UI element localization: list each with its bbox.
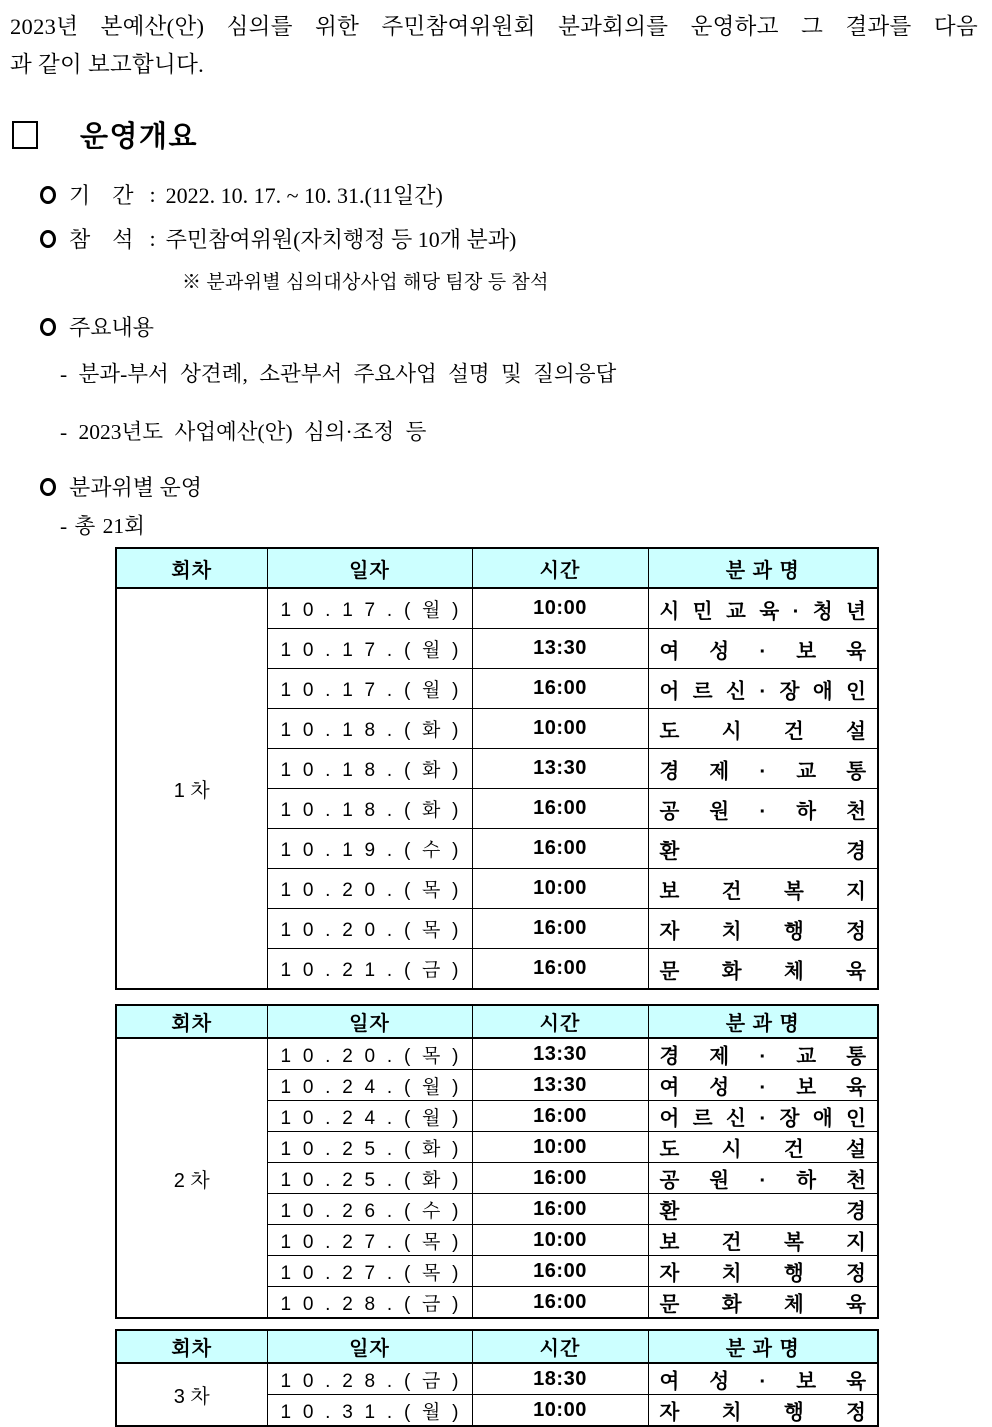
name-cell: 경 제 · 교 통: [648, 749, 878, 789]
date-cell: 1 0 . 2 5 . ( 화 ): [267, 1163, 472, 1194]
name-cell: 문 화 체 육: [648, 1287, 878, 1319]
name-cell: 환 경: [648, 829, 878, 869]
committee-operation-title: 분과위별 운영: [69, 475, 203, 500]
time-cell: 16:00: [472, 669, 648, 709]
name-cell: 어 르 신 · 장 애 인: [648, 1101, 878, 1132]
period-label: 기 간: [69, 183, 134, 208]
name-cell: 환 경: [648, 1194, 878, 1225]
name-cell: 여 성 · 보 육: [648, 1363, 878, 1395]
name-cell: 공 원 · 하 천: [648, 1163, 878, 1194]
date-cell: 1 0 . 2 6 . ( 수 ): [267, 1194, 472, 1225]
date-cell: 1 0 . 1 8 . ( 화 ): [267, 749, 472, 789]
col-header-round: 회차: [116, 1005, 267, 1038]
date-cell: 1 0 . 2 8 . ( 금 ): [267, 1287, 472, 1319]
schedule-table-round-3: [115, 1329, 879, 1427]
name-cell: 시 민 교 육 · 청 년: [648, 588, 878, 629]
table-row: [116, 1363, 878, 1395]
time-cell: 10:00: [472, 1395, 648, 1427]
date-cell: 1 0 . 1 7 . ( 월 ): [267, 588, 472, 629]
intro-line-1: 2023년 본예산(안) 심의를 위한 주민참여위원회 분과회의를 운영하고 그 결과를 다음: [10, 14, 978, 39]
name-cell: 여 성 · 보 육: [648, 1070, 878, 1101]
name-cell: 보 건 복 지: [648, 1225, 878, 1256]
period-value: 2022. 10. 17. ~ 10. 31.(11일간): [165, 183, 443, 208]
round-cell: 3 차: [116, 1363, 267, 1426]
bullet-period: [40, 179, 978, 210]
time-cell: 16:00: [472, 949, 648, 990]
table-row: [116, 588, 878, 629]
circle-bullet-icon: [40, 478, 56, 496]
name-cell: 도 시 건 설: [648, 709, 878, 749]
period-colon: :: [149, 181, 156, 207]
col-header-round: 회차: [116, 1330, 267, 1363]
name-cell: 공 원 · 하 천: [648, 789, 878, 829]
circle-bullet-icon: [40, 186, 56, 204]
time-cell: 13:30: [472, 1070, 648, 1101]
intro-line-2: 과 같이 보고합니다.: [10, 52, 205, 77]
time-cell: 10:00: [472, 588, 648, 629]
date-cell: 1 0 . 2 4 . ( 월 ): [267, 1070, 472, 1101]
date-cell: 1 0 . 1 7 . ( 월 ): [267, 629, 472, 669]
time-cell: 10:00: [472, 869, 648, 909]
name-cell: 여 성 · 보 육: [648, 629, 878, 669]
date-cell: 1 0 . 3 1 . ( 월 ): [267, 1395, 472, 1427]
date-cell: 1 0 . 1 8 . ( 화 ): [267, 789, 472, 829]
col-header-date: 일자: [267, 1005, 472, 1038]
circle-bullet-icon: [40, 318, 56, 336]
date-cell: 1 0 . 2 0 . ( 목 ): [267, 909, 472, 949]
time-cell: 13:30: [472, 1038, 648, 1070]
time-cell: 16:00: [472, 1163, 648, 1194]
col-header-round: 회차: [116, 548, 267, 588]
attendees-colon: :: [149, 225, 156, 251]
date-cell: 1 0 . 1 9 . ( 수 ): [267, 829, 472, 869]
name-cell: 보 건 복 지: [648, 869, 878, 909]
time-cell: 16:00: [472, 909, 648, 949]
table-header-row: [116, 1005, 878, 1038]
col-header-time: 시간: [472, 1330, 648, 1363]
col-header-name: 분 과 명: [648, 1005, 878, 1038]
table-header-row: [116, 1330, 878, 1363]
date-cell: 1 0 . 2 7 . ( 목 ): [267, 1225, 472, 1256]
time-cell: 10:00: [472, 709, 648, 749]
time-cell: 16:00: [472, 829, 648, 869]
time-cell: 13:30: [472, 629, 648, 669]
time-cell: 10:00: [472, 1225, 648, 1256]
date-cell: 1 0 . 1 8 . ( 화 ): [267, 709, 472, 749]
date-cell: 1 0 . 2 7 . ( 목 ): [267, 1256, 472, 1287]
bullet-main-contents: [40, 311, 978, 342]
time-cell: 16:00: [472, 1194, 648, 1225]
dash-item-total-sessions: - 총 21회: [60, 514, 145, 538]
col-header-name: 분 과 명: [648, 1330, 878, 1363]
time-cell: 16:00: [472, 1101, 648, 1132]
time-cell: 13:30: [472, 749, 648, 789]
dash-item-greeting: - 분과-부서 상견례, 소관부서 주요사업 설명 및 질의응답: [60, 362, 617, 386]
date-cell: 1 0 . 2 5 . ( 화 ): [267, 1132, 472, 1163]
name-cell: 자 치 행 정: [648, 1256, 878, 1287]
time-cell: 16:00: [472, 789, 648, 829]
schedule-table-round-2: [115, 1004, 879, 1319]
time-cell: 16:00: [472, 1256, 648, 1287]
dash-item-budget-review: - 2023년도 사업예산(안) 심의·조정 등: [60, 420, 427, 444]
round-cell: 1 차: [116, 588, 267, 989]
name-cell: 자 치 행 정: [648, 1395, 878, 1427]
name-cell: 도 시 건 설: [648, 1132, 878, 1163]
col-header-name: 분 과 명: [648, 548, 878, 588]
col-header-time: 시간: [472, 1005, 648, 1038]
attendees-note: ※ 분과위별 심의대상사업 해당 팀장 등 참석: [182, 272, 549, 293]
name-cell: 어 르 신 · 장 애 인: [648, 669, 878, 709]
col-header-time: 시간: [472, 548, 648, 588]
bullet-attendees: [40, 223, 978, 254]
round-cell: 2 차: [116, 1038, 267, 1318]
date-cell: 1 0 . 2 0 . ( 목 ): [267, 1038, 472, 1070]
section-header-overview: [12, 114, 978, 155]
date-cell: 1 0 . 2 0 . ( 목 ): [267, 869, 472, 909]
table-header-row: [116, 548, 878, 588]
circle-bullet-icon: [40, 230, 56, 248]
col-header-date: 일자: [267, 1330, 472, 1363]
attendees-value: 주민참여위원(자치행정 등 10개 분과): [165, 227, 517, 252]
bullet-committee-operation: [40, 471, 978, 502]
main-contents-title: 주요내용: [69, 315, 155, 340]
col-header-date: 일자: [267, 548, 472, 588]
time-cell: 16:00: [472, 1287, 648, 1319]
date-cell: 1 0 . 2 4 . ( 월 ): [267, 1101, 472, 1132]
intro-paragraph: [10, 8, 978, 84]
table-row: [116, 1038, 878, 1070]
attendees-label: 참 석: [69, 227, 134, 252]
name-cell: 자 치 행 정: [648, 909, 878, 949]
time-cell: 10:00: [472, 1132, 648, 1163]
schedule-table-round-1: [115, 547, 879, 990]
date-cell: 1 0 . 2 8 . ( 금 ): [267, 1363, 472, 1395]
date-cell: 1 0 . 2 1 . ( 금 ): [267, 949, 472, 990]
name-cell: 문 화 체 육: [648, 949, 878, 990]
date-cell: 1 0 . 1 7 . ( 월 ): [267, 669, 472, 709]
time-cell: 18:30: [472, 1363, 648, 1395]
square-bullet-icon: [12, 121, 38, 149]
name-cell: 경 제 · 교 통: [648, 1038, 878, 1070]
section-title: 운영개요: [80, 121, 199, 153]
